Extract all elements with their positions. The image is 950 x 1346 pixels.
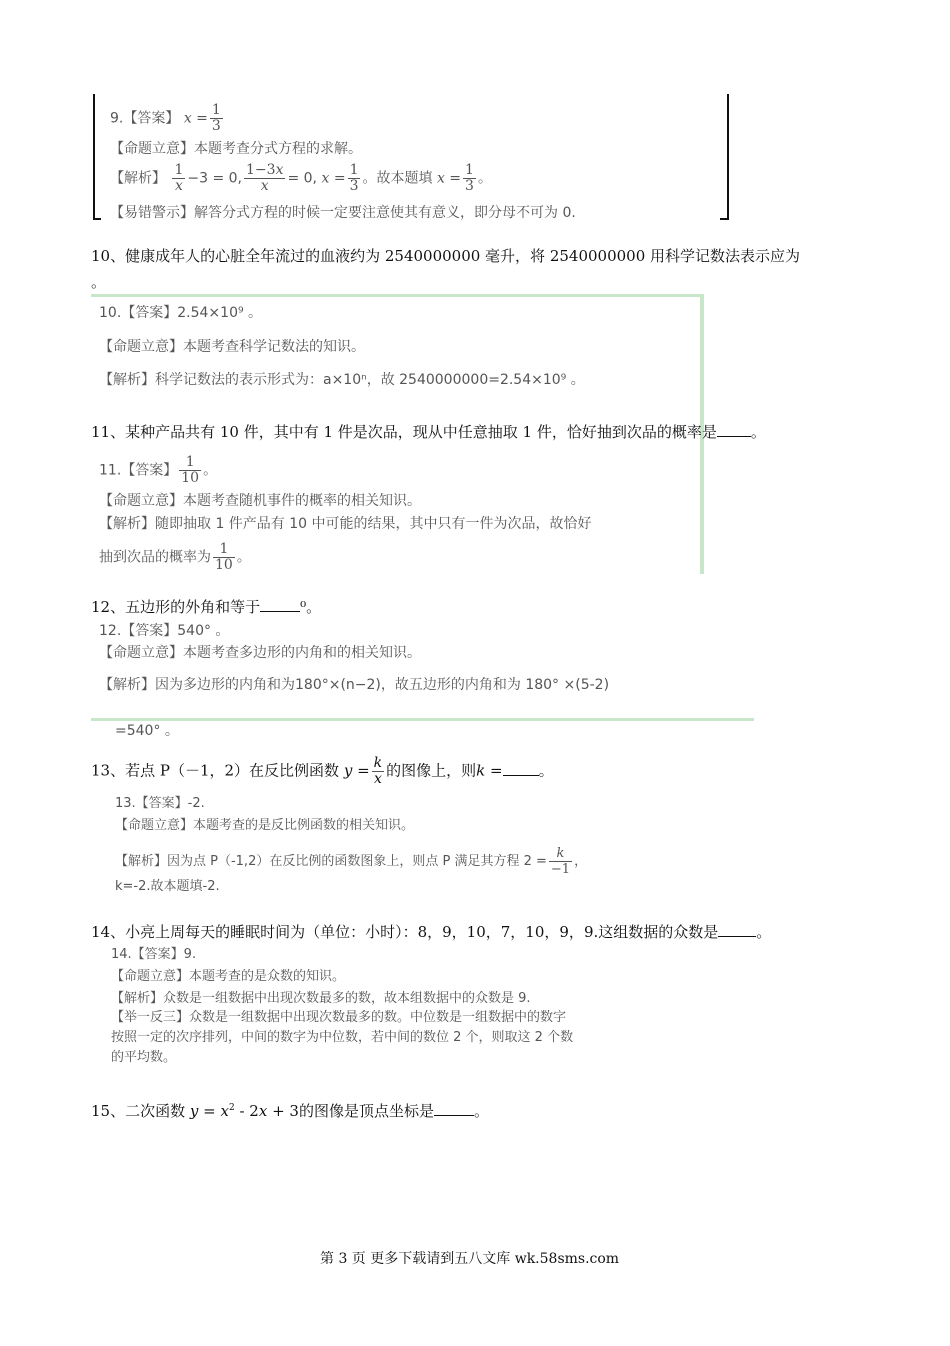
q10-box-top-border xyxy=(91,294,703,297)
q13-question-text2: 的图像上，则 xyxy=(386,761,477,780)
q14-extend-line2: 按照一定的次序排列，中间的数字为中位数，若中间的数位 2 个，则取这 2 个数 xyxy=(111,1030,574,1045)
q11-intent: 【命题立意】本题考查随机事件的概率的相关知识。 xyxy=(99,493,421,509)
q9-answer-label: 9.【答案】 xyxy=(110,110,180,127)
q15-question-tail: 。 xyxy=(473,1102,489,1120)
q12-question-text: 12、五边形的外角和等于 xyxy=(91,598,261,616)
q9-box-left-border xyxy=(93,94,95,220)
q10-intent: 【命题立意】本题考查科学记数法的知识。 xyxy=(99,339,365,355)
q10-analysis: 【解析】科学记数法的表示形式为：a×10ⁿ，故 2540000000=2.54×10⁹ 。 xyxy=(99,372,585,388)
q14-intent: 【命题立意】本题考查的是众数的知识。 xyxy=(111,969,346,984)
q13-answer-blank xyxy=(503,761,539,776)
q13-question: 13、若点 P（－1，2）在反比例函数 y = $\frac{k}{x}$ 的图像上，则k = 。 xyxy=(91,755,554,787)
q11-analysis-line1: 【解析】随即抽取 1 件产品有 10 中可能的结果，其中只有一件为次品，故恰好 xyxy=(99,516,592,532)
q13-conclusion: k=-2.故本题填-2. xyxy=(115,879,220,894)
q10-answer: 10.【答案】2.54×10⁹ 。 xyxy=(99,305,263,321)
q12-answer: 12.【答案】540° 。 xyxy=(99,623,230,639)
q11-analysis-line2: 抽到次品的概率为 $\frac{1}{10}$ 。 xyxy=(99,541,251,573)
q9-box-bottom-left xyxy=(93,218,101,220)
q15-answer-blank xyxy=(434,1101,474,1116)
q12-answer-blank xyxy=(260,597,300,612)
q9-intent: 【命题立意】本题考查分式方程的求解。 xyxy=(110,141,362,157)
q14-question xyxy=(91,922,771,942)
q9-warning: 【易错警示】解答分式方程的时候一定要注意使其有意义，即分母不可为 0. xyxy=(110,205,576,221)
q12-analysis: 【解析】因为多边形的内角和为180°×(n−2)，故五边形的内角和为 180° ×(5-2) xyxy=(99,677,610,693)
q11-question xyxy=(91,422,766,442)
q14-analysis: 【解析】众数是一组数据中出现次数最多的数，故本组数据中的众数是 9. xyxy=(111,991,531,1006)
q11-question-text: 11、某种产品共有 10 件，其中有 1 件是次品，现从中任意抽取 1 件，恰好抽到次品的概率是 xyxy=(91,423,717,441)
q10-question: 10、健康成年人的心脏全年流过的血液约为 2540000000 毫升，将 2540000000 用科学记数法表示应为 xyxy=(91,247,801,265)
q13-answer: 13.【答案】-2. xyxy=(115,796,205,811)
q14-question-text: 14、小亮上周每天的睡眠时间为（单位：小时）：8，9，10，7，10，9，9.这组数据的众数是 xyxy=(91,923,719,941)
q11-answer-blank xyxy=(717,422,751,437)
q9-analysis-label: 【解析】 xyxy=(110,170,166,187)
q11-analysis-line2-text: 抽到次品的概率为 xyxy=(99,549,211,566)
q14-answer: 14.【答案】9. xyxy=(111,947,197,962)
q14-question-tail: 。 xyxy=(756,923,772,941)
q9-box-right-border xyxy=(727,94,729,220)
q12-intent: 【命题立意】本题考查多边形的内角和的相关知识。 xyxy=(99,645,421,661)
q9-box-bottom-right xyxy=(720,218,729,220)
q9-analysis-mid: 。故本题填 xyxy=(362,170,433,187)
q14-answer-blank xyxy=(718,922,756,937)
q11-answer: 11.【答案】 $\frac{1}{10}$ 。 xyxy=(99,454,218,486)
q9-analysis: 【解析】 $\frac{1}{x}$ −3 = 0, $\frac{1-3x}{x}$ = 0, x = $\frac{1}{3}$ 。故本题填 x = $\frac{1}{3}$ 。 xyxy=(110,162,492,194)
q11-answer-label: 11.【答案】 xyxy=(99,462,178,479)
q13-analysis-text: 【解析】因为点 P（-1,2）在反比例的函数图象上，则点 P 满足其方程 xyxy=(115,854,520,869)
q13-question-text: 13、若点 P（－1，2）在反比例函数 xyxy=(91,761,340,780)
q14-extend-line1: 【举一反三】众数是一组数据中出现次数最多的数。中位数是一组数据中的数字 xyxy=(111,1010,567,1025)
q12-result: =540° 。 xyxy=(115,723,179,739)
q11-question-tail: 。 xyxy=(750,423,766,441)
q15-question-text: 15、二次函数 xyxy=(91,1102,186,1120)
q12-question xyxy=(91,597,321,617)
page-footer: 第 3 页 更多下载请到五八文库 wk.58sms.com xyxy=(320,1251,620,1267)
q9-answer: 9.【答案】 x = $\frac{1}{3}$ xyxy=(110,102,221,134)
q12-question-tail: ⁰。 xyxy=(300,598,322,616)
q15-question: 15、二次函数 $y = x^2 - 2x + 3$的图像是顶点坐标是 。 xyxy=(91,1102,489,1120)
q15-question-text2: 的图像是顶点坐标是 xyxy=(298,1102,434,1120)
q13-question-tail: 。 xyxy=(538,761,554,780)
q14-extend-line3: 的平均数。 xyxy=(111,1050,177,1065)
q12-box-bottom-border xyxy=(91,718,754,721)
q10-question-tail: 。 xyxy=(91,273,107,291)
q13-analysis: 【解析】因为点 P（-1,2）在反比例的函数图象上，则点 P 满足其方程 2 = $\frac{k}{-1}$ ， xyxy=(115,846,588,877)
q13-intent: 【命题立意】本题考查的是反比例函数的相关知识。 xyxy=(115,818,415,833)
